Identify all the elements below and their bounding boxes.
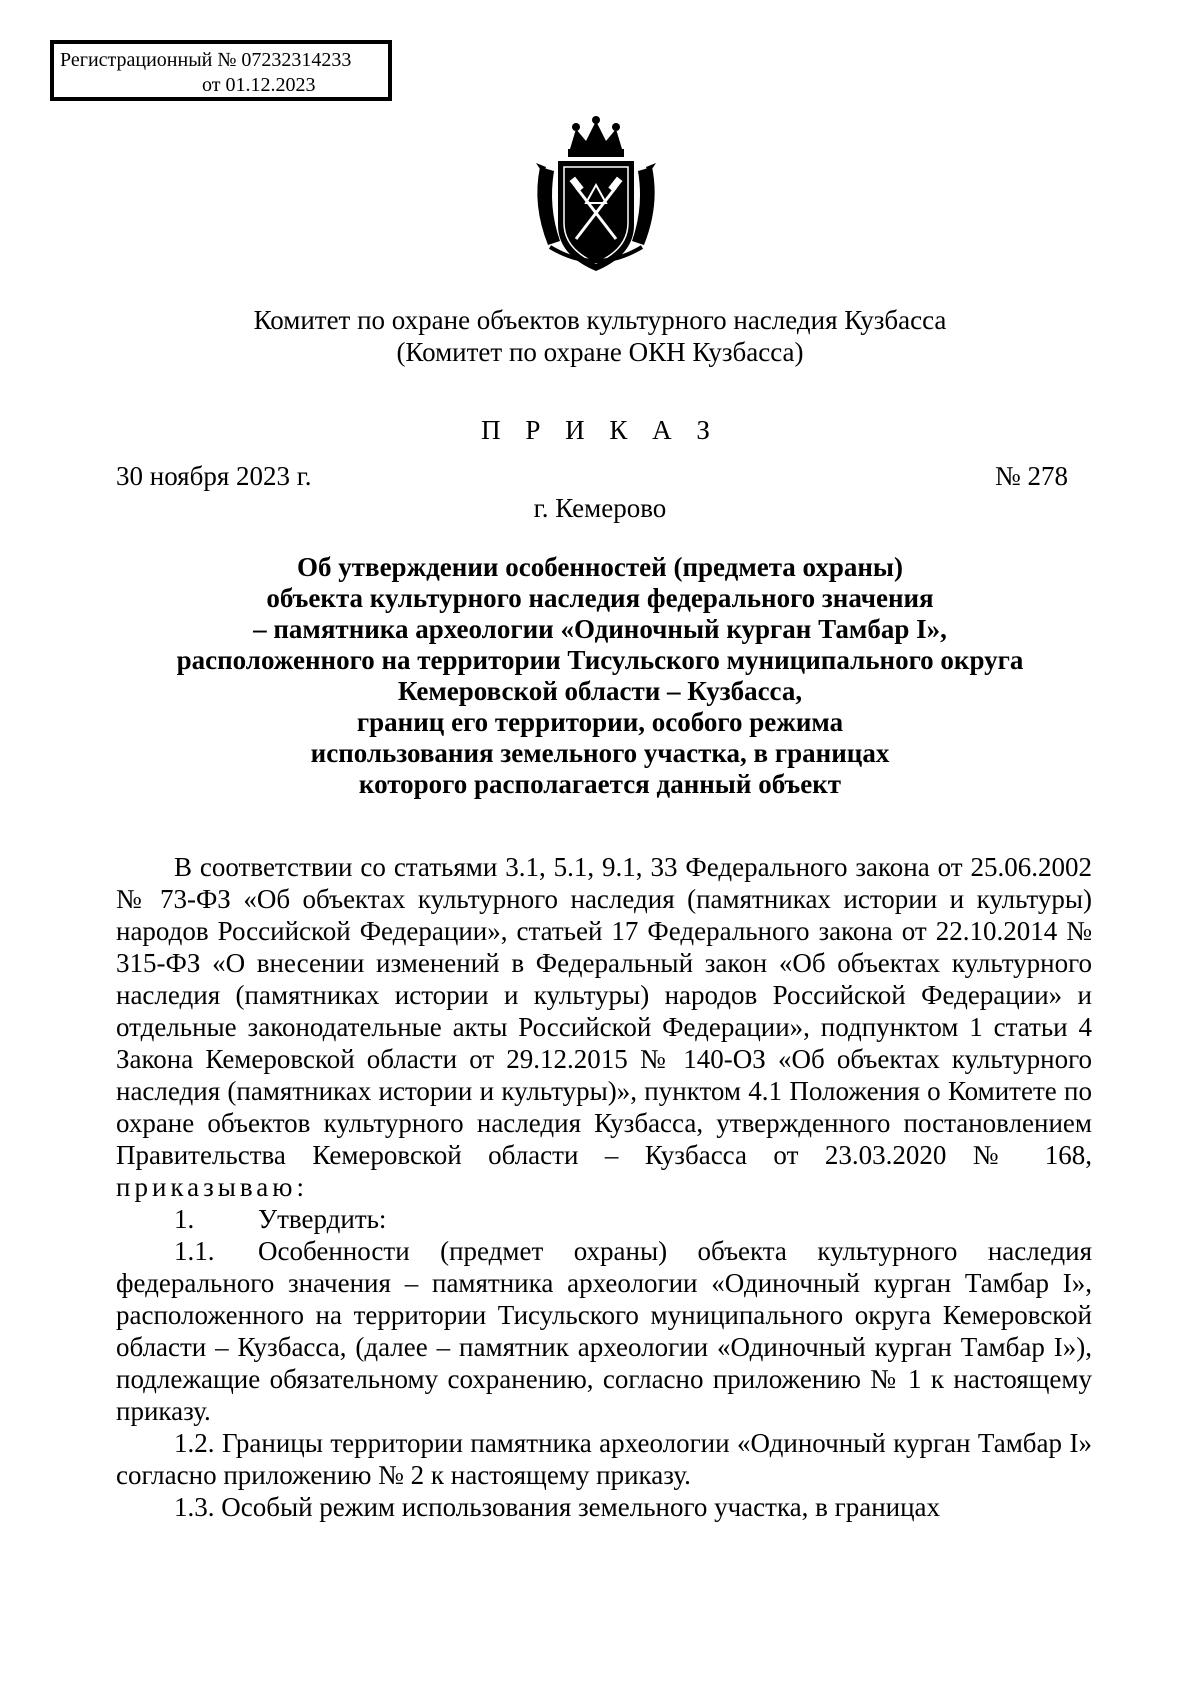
item-1-2: 1.2. Границы территории памятника археологии «Одиночный курган Тамбар I» согласно приложению № 2 к настоящему приказу. [116, 1428, 1092, 1490]
item-1 [116, 1203, 1092, 1235]
item-1-3: 1.3. Особый режим использования земельного участка, в границах [174, 1492, 941, 1522]
document-date: 30 ноября 2023 г. [116, 461, 312, 491]
registration-stamp [50, 40, 392, 101]
organization-name: Комитет по охране объектов культурного наследия Кузбасса [253, 305, 947, 335]
date-number-line [116, 460, 1068, 492]
registration-number-line [60, 48, 388, 73]
registration-date: 01.12.2023 [225, 74, 316, 96]
title-line: – памятника археологии «Одиночный курган Тамбар I», [253, 614, 947, 644]
item-1-number: 1. [174, 1204, 195, 1234]
item-1-1-number: 1.1. [174, 1236, 215, 1266]
document-type: П Р И К А З [481, 415, 719, 445]
title-line: Кемеровской области – Кузбасса, [397, 676, 803, 706]
title-line: использования земельного участка, в границах [310, 738, 890, 768]
preamble-paragraph [116, 851, 1092, 1203]
title-line: Об утверждении особенностей (предмета охраны) [296, 552, 904, 582]
document-body [116, 851, 1092, 1523]
registration-number: 07232314233 [241, 49, 352, 71]
document-title [0, 552, 1200, 800]
registration-date-line [60, 73, 388, 98]
item-1-1-text: Особенности (предмет охраны) объекта культурного наследия федерального значения – памятника археологии «Одиночный курган Тамбар I», расположенного на территории Тисульского муниципального округа Кемеровской области – Кузбасса, (далее – памятник археологии «Одиночный курган Тамбар I»), подлежащие обязательному сохранению, согласно приложению № 1 к настоящему приказу. [116, 1236, 1092, 1426]
registration-date-prefix: от [202, 74, 221, 96]
item-1-text: Утвердить: [258, 1204, 387, 1234]
title-line: которого располагается данный объект [358, 769, 842, 799]
organization-short-name: (Комитет по охране ОКН Кузбасса) [396, 337, 804, 367]
registration-label: Регистрационный № [60, 49, 237, 71]
coat-of-arms-icon [530, 115, 662, 275]
document-number: № 278 [994, 461, 1068, 491]
item-1-1 [116, 1235, 1092, 1427]
title-line: объекта культурного наследия федерального значения [266, 583, 934, 613]
organization-header [0, 304, 1200, 368]
title-line: расположенного на территории Тисульского муниципального округа [176, 645, 1024, 675]
preamble-text: В соответствии со статьями 3.1, 5.1, 9.1, 33 Федерального закона от 25.06.2002 № 73-ФЗ «Об объектах культурного наследия (памятниках истории и культуры) народов Российской Федерации», статьей 17 Федерального закона от 22.10.2014 № 315-ФЗ «О внесении изменений в Федеральный закон «Об объектах культурного наследия (памятниках истории и культуры) народов Российской Федерации» и отдельные законодательные акты Российской Федерации», подпунктом 1 статьи 4 Закона Кемеровской области от 29.12.2015 № 140-ОЗ «Об объектах культурного наследия (памятниках истории и культуры)», пунктом 4.1 Положения о Комитете по охране объектов культурного наследия Кузбасса, утвержденного постановлением Правительства Кемеровской области – Кузбасса от 23.03.2020 № 168, [116, 852, 1092, 1170]
title-line: границ его территории, особого режима [356, 707, 844, 737]
document-city: г. Кемерово [533, 493, 667, 523]
order-word: приказываю: [116, 1172, 308, 1202]
